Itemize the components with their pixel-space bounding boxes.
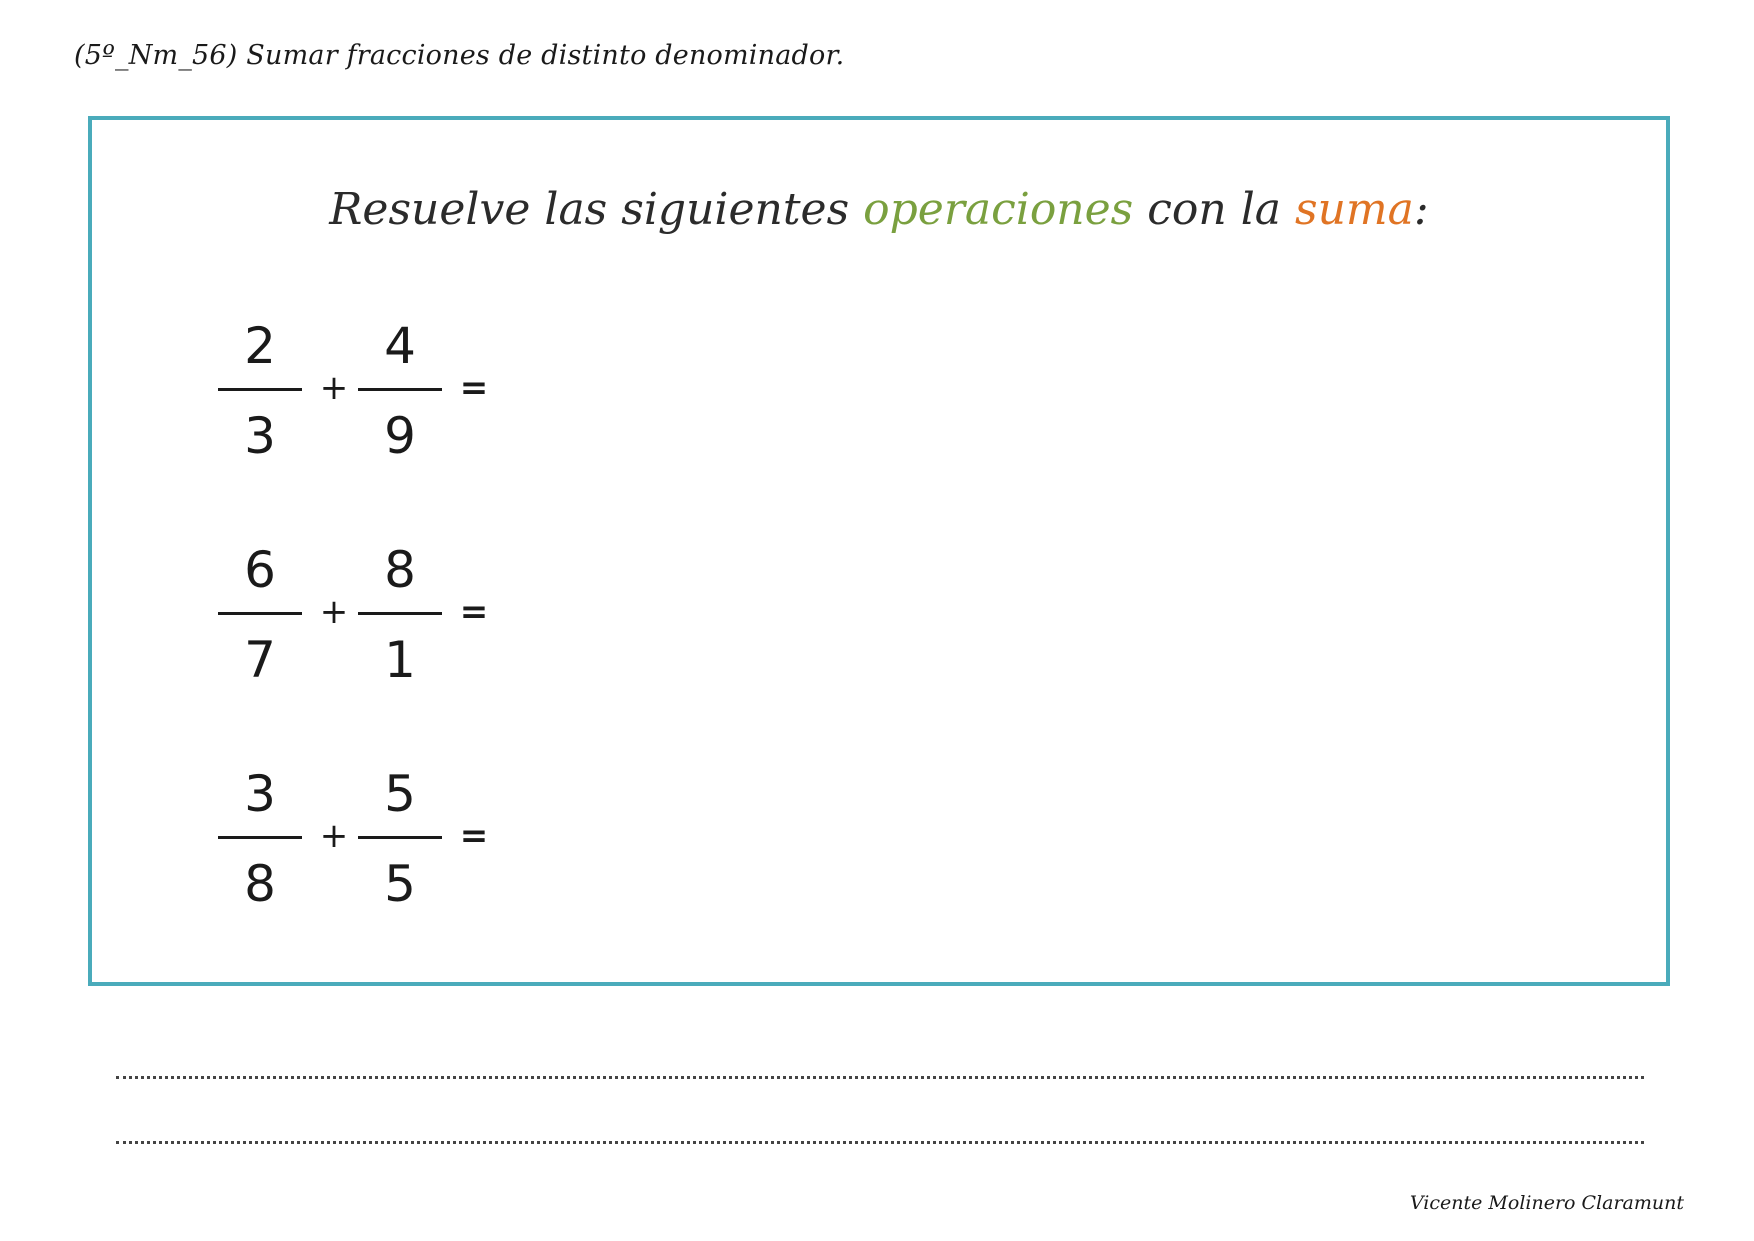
plus-sign: +	[319, 368, 349, 408]
instruction-word-suma: suma	[1295, 184, 1414, 235]
worksheet-title: (5º_Nm_56) Sumar fracciones de distinto denominador.	[74, 40, 845, 71]
numerator: 2	[244, 317, 276, 375]
plus-sign: +	[319, 592, 349, 632]
operation-1	[218, 306, 518, 466]
denominator: 1	[384, 631, 416, 689]
numerator: 3	[244, 765, 276, 823]
numerator: 5	[384, 765, 416, 823]
equals-sign: =	[459, 368, 489, 408]
fraction-bar	[218, 388, 302, 391]
instruction-text-2: con la	[1133, 184, 1295, 235]
fraction-bar	[358, 388, 442, 391]
fraction-bar	[358, 836, 442, 839]
author-signature: Vicente Molinero Claramunt	[1409, 1192, 1684, 1214]
fraction-1b	[358, 306, 442, 466]
fraction-3b	[358, 754, 442, 914]
fraction-2a	[218, 530, 302, 690]
equals-sign: =	[459, 816, 489, 856]
fraction-3a	[218, 754, 302, 914]
exercise-box	[88, 116, 1670, 986]
answer-line-2	[116, 1141, 1644, 1144]
operation-2	[218, 530, 518, 690]
denominator: 5	[384, 855, 416, 913]
fraction-bar	[358, 612, 442, 615]
denominator: 3	[244, 407, 276, 465]
equals-sign: =	[459, 592, 489, 632]
numerator: 8	[384, 541, 416, 599]
instruction-text-1: Resuelve las siguientes	[329, 184, 864, 235]
plus-sign: +	[319, 816, 349, 856]
fraction-2b	[358, 530, 442, 690]
numerator: 4	[384, 317, 416, 375]
denominator: 9	[384, 407, 416, 465]
denominator: 7	[244, 631, 276, 689]
answer-line-1	[116, 1076, 1644, 1079]
instruction-word-operaciones: operaciones	[863, 184, 1134, 235]
operation-3	[218, 754, 518, 914]
instruction-colon: :	[1413, 184, 1429, 235]
fraction-1a	[218, 306, 302, 466]
fraction-bar	[218, 836, 302, 839]
instruction-heading	[92, 184, 1666, 235]
fraction-bar	[218, 612, 302, 615]
numerator: 6	[244, 541, 276, 599]
denominator: 8	[244, 855, 276, 913]
